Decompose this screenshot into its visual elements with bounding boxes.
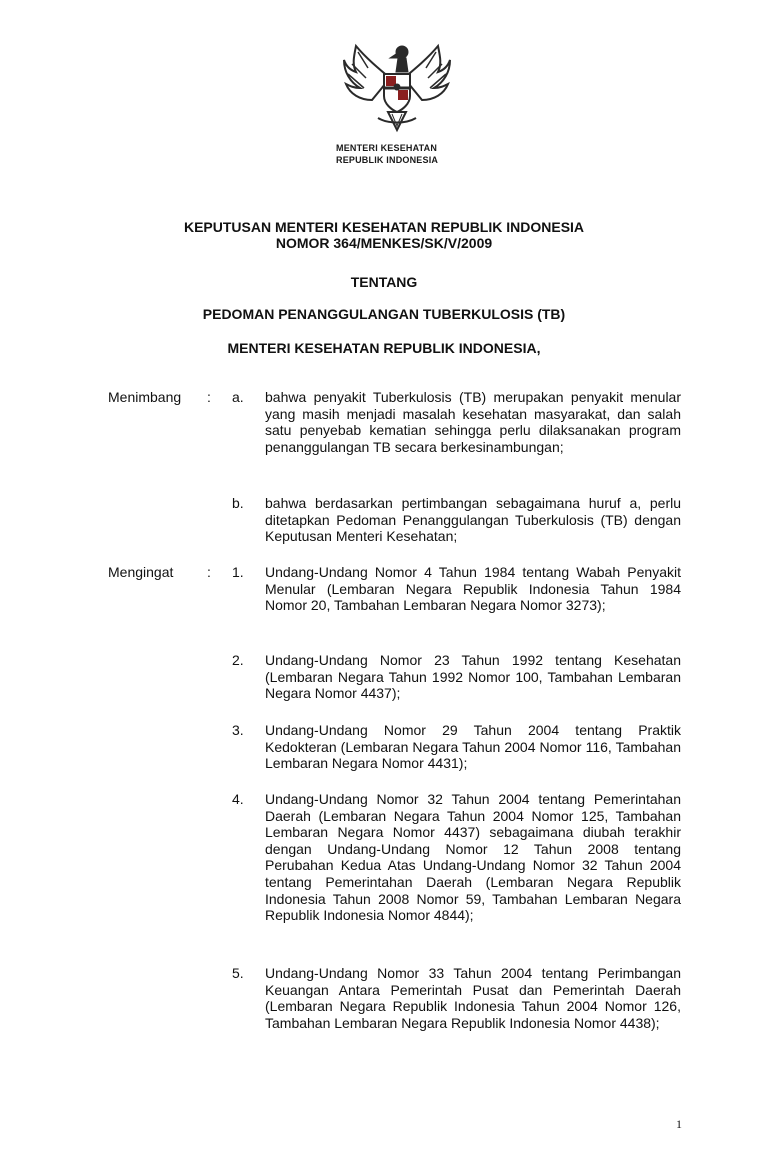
- item-text: Undang-Undang Nomor 33 Tahun 2004 tentang Perimbangan Keuangan Antara Pemerintah Pusat dan Pemerintah Daerah (Lembaran Negara Republik Indonesia Tahun 2004 Nomor 126, Tambahan Lembaran Negara Republik Indonesia Nomor 4438);: [265, 965, 681, 1031]
- item-marker: 4.: [232, 791, 244, 807]
- page-number: 1: [676, 1117, 682, 1131]
- seal-line-2: REPUBLIK INDONESIA: [336, 155, 439, 165]
- about-label: TENTANG: [350, 274, 418, 290]
- item-text: bahwa berdasarkan pertimbangan sebagaimana huruf a, perlu ditetapkan Pedoman Penanggulangan Tuberkulosis (TB) dengan Keputusan Menteri Kesehatan;: [265, 495, 681, 545]
- decree-number: NOMOR 364/MENKES/SK/V/2009: [275, 235, 493, 251]
- item-marker: 5.: [232, 965, 244, 981]
- item-marker: a.: [232, 389, 244, 405]
- item-marker: 3.: [232, 722, 244, 738]
- decree-title: KEPUTUSAN MENTERI KESEHATAN REPUBLIK INDONESIA: [183, 219, 585, 235]
- item-text: Undang-Undang Nomor 29 Tahun 2004 tentang Praktik Kedokteran (Lembaran Negara Tahun 2004 Nomor 116, Tambahan Lembaran Negara Nomor 4431);: [265, 722, 681, 772]
- item-marker: 1.: [232, 564, 244, 580]
- mengingat-label: Mengingat: [108, 564, 174, 580]
- item-text: Undang-Undang Nomor 23 Tahun 1992 tentang Kesehatan (Lembaran Negara Tahun 1992 Nomor 100, Tambahan Lembaran Negara Nomor 4437);: [265, 652, 681, 702]
- decree-subject: PEDOMAN PENANGGULANGAN TUBERKULOSIS (TB): [202, 306, 566, 322]
- seal-line-1: MENTERI KESEHATAN: [336, 143, 438, 153]
- menimbang-label: Menimbang: [108, 389, 182, 405]
- issuer-line: MENTERI KESEHATAN REPUBLIK INDONESIA,: [227, 340, 541, 356]
- item-text: bahwa penyakit Tuberkulosis (TB) merupakan penyakit menular yang masih menjadi masalah kesehatan masyarakat, dan salah satu penyebab kematian sehingga perlu dilaksanakan program penanggulangan TB secara berkesinambungan;: [265, 389, 681, 455]
- item-marker: 2.: [232, 652, 244, 668]
- item-marker: b.: [232, 495, 244, 511]
- decree-heading: [0, 219, 768, 251]
- item-text: Undang-Undang Nomor 4 Tahun 1984 tentang Wabah Penyakit Menular (Lembaran Negara Republik Indonesia Tahun 1984 Nomor 20, Tambahan Lembaran Negara Nomor 3273);: [265, 564, 681, 614]
- garuda-emblem-icon: [338, 38, 456, 138]
- ministry-seal-text: [336, 142, 476, 166]
- menimbang-colon: :: [207, 389, 211, 405]
- item-text: Undang-Undang Nomor 32 Tahun 2004 tentang Pemerintahan Daerah (Lembaran Negara Tahun 2004 Nomor 125, Tambahan Lembaran Negara Nomor 4437) sebagaimana diubah terakhir dengan Undang-Undang Nomor 12 Tahun 2008 tentang Perubahan Kedua Atas Undang-Undang Nomor 32 Tahun 2004 tentang Pemerintahan Daerah (Lembaran Negara Republik Indonesia Tahun 2008 Nomor 59, Tambahan Lembaran Negara Republik Indonesia Nomor 4844);: [265, 791, 681, 924]
- mengingat-colon: :: [207, 564, 211, 580]
